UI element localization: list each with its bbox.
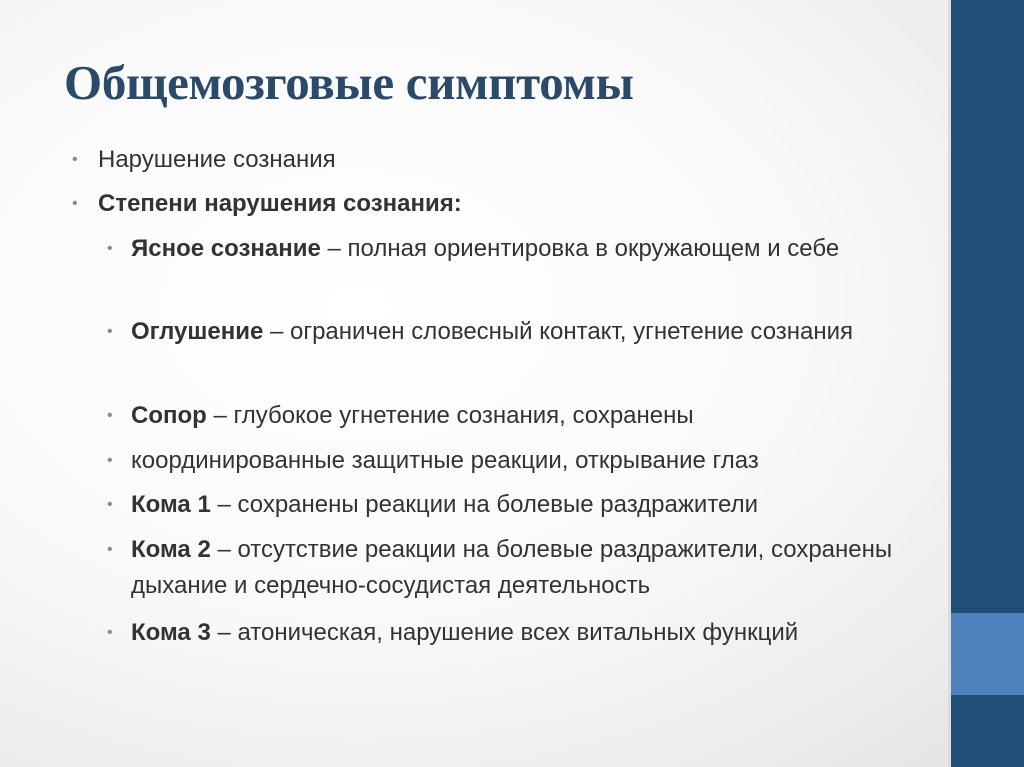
- side-bar-accent: [951, 613, 1024, 695]
- slide-title: Общемозговые симптомы: [64, 55, 634, 110]
- subitem-text: – отсутствие реакции на болевые раздражители, сохранены дыхание и сердечно-сосудистая деятельность: [131, 536, 893, 599]
- bullet-item-bold: Степени нарушения сознания:: [98, 190, 462, 217]
- bullet-icon: •: [107, 452, 113, 469]
- subitem-text: – глубокое угнетение сознания, сохранены: [206, 402, 694, 429]
- bullet-icon: •: [107, 624, 113, 641]
- subitem-sopor: [107, 398, 931, 434]
- bullet-item-2: [72, 186, 938, 222]
- subitem-text: – ограничен словесный контакт, угнетение сознания: [263, 318, 854, 345]
- subitem-bold: Кома 2: [131, 536, 211, 563]
- subitem-stunning: [107, 314, 891, 350]
- bullet-icon: •: [107, 240, 113, 257]
- subitem-bold: Оглушение: [131, 318, 264, 345]
- subitem-bold: Ясное сознание: [131, 235, 321, 262]
- subitem-coma-2: [107, 532, 931, 604]
- bullet-item-text: Нарушение сознания: [98, 146, 336, 173]
- bullet-icon: •: [72, 151, 78, 168]
- subitem-text: – атоническая, нарушение всех витальных функций: [210, 619, 799, 646]
- subitem-bold: Кома 3: [131, 619, 211, 646]
- subitem-clear-consciousness: [107, 231, 911, 267]
- bullet-icon: •: [107, 407, 113, 424]
- subitem-coma-3: [107, 615, 831, 651]
- bullet-icon: •: [107, 323, 113, 340]
- subitem-bold: Сопор: [131, 402, 207, 429]
- subitem-coordinated-reactions: [107, 443, 931, 479]
- subitem-text: – сохранены реакции на болевые раздражители: [210, 491, 759, 518]
- subitem-coma-1: [107, 487, 931, 523]
- bullet-item-1: [72, 142, 938, 178]
- subitem-text: – полная ориентировка в окружающем и себе: [320, 235, 840, 262]
- subitem-bold: Кома 1: [131, 491, 211, 518]
- bullet-icon: •: [107, 541, 113, 558]
- subitem-text: координированные защитные реакции, открывание глаз: [131, 447, 759, 474]
- bullet-icon: •: [72, 195, 78, 212]
- bullet-icon: •: [107, 496, 113, 513]
